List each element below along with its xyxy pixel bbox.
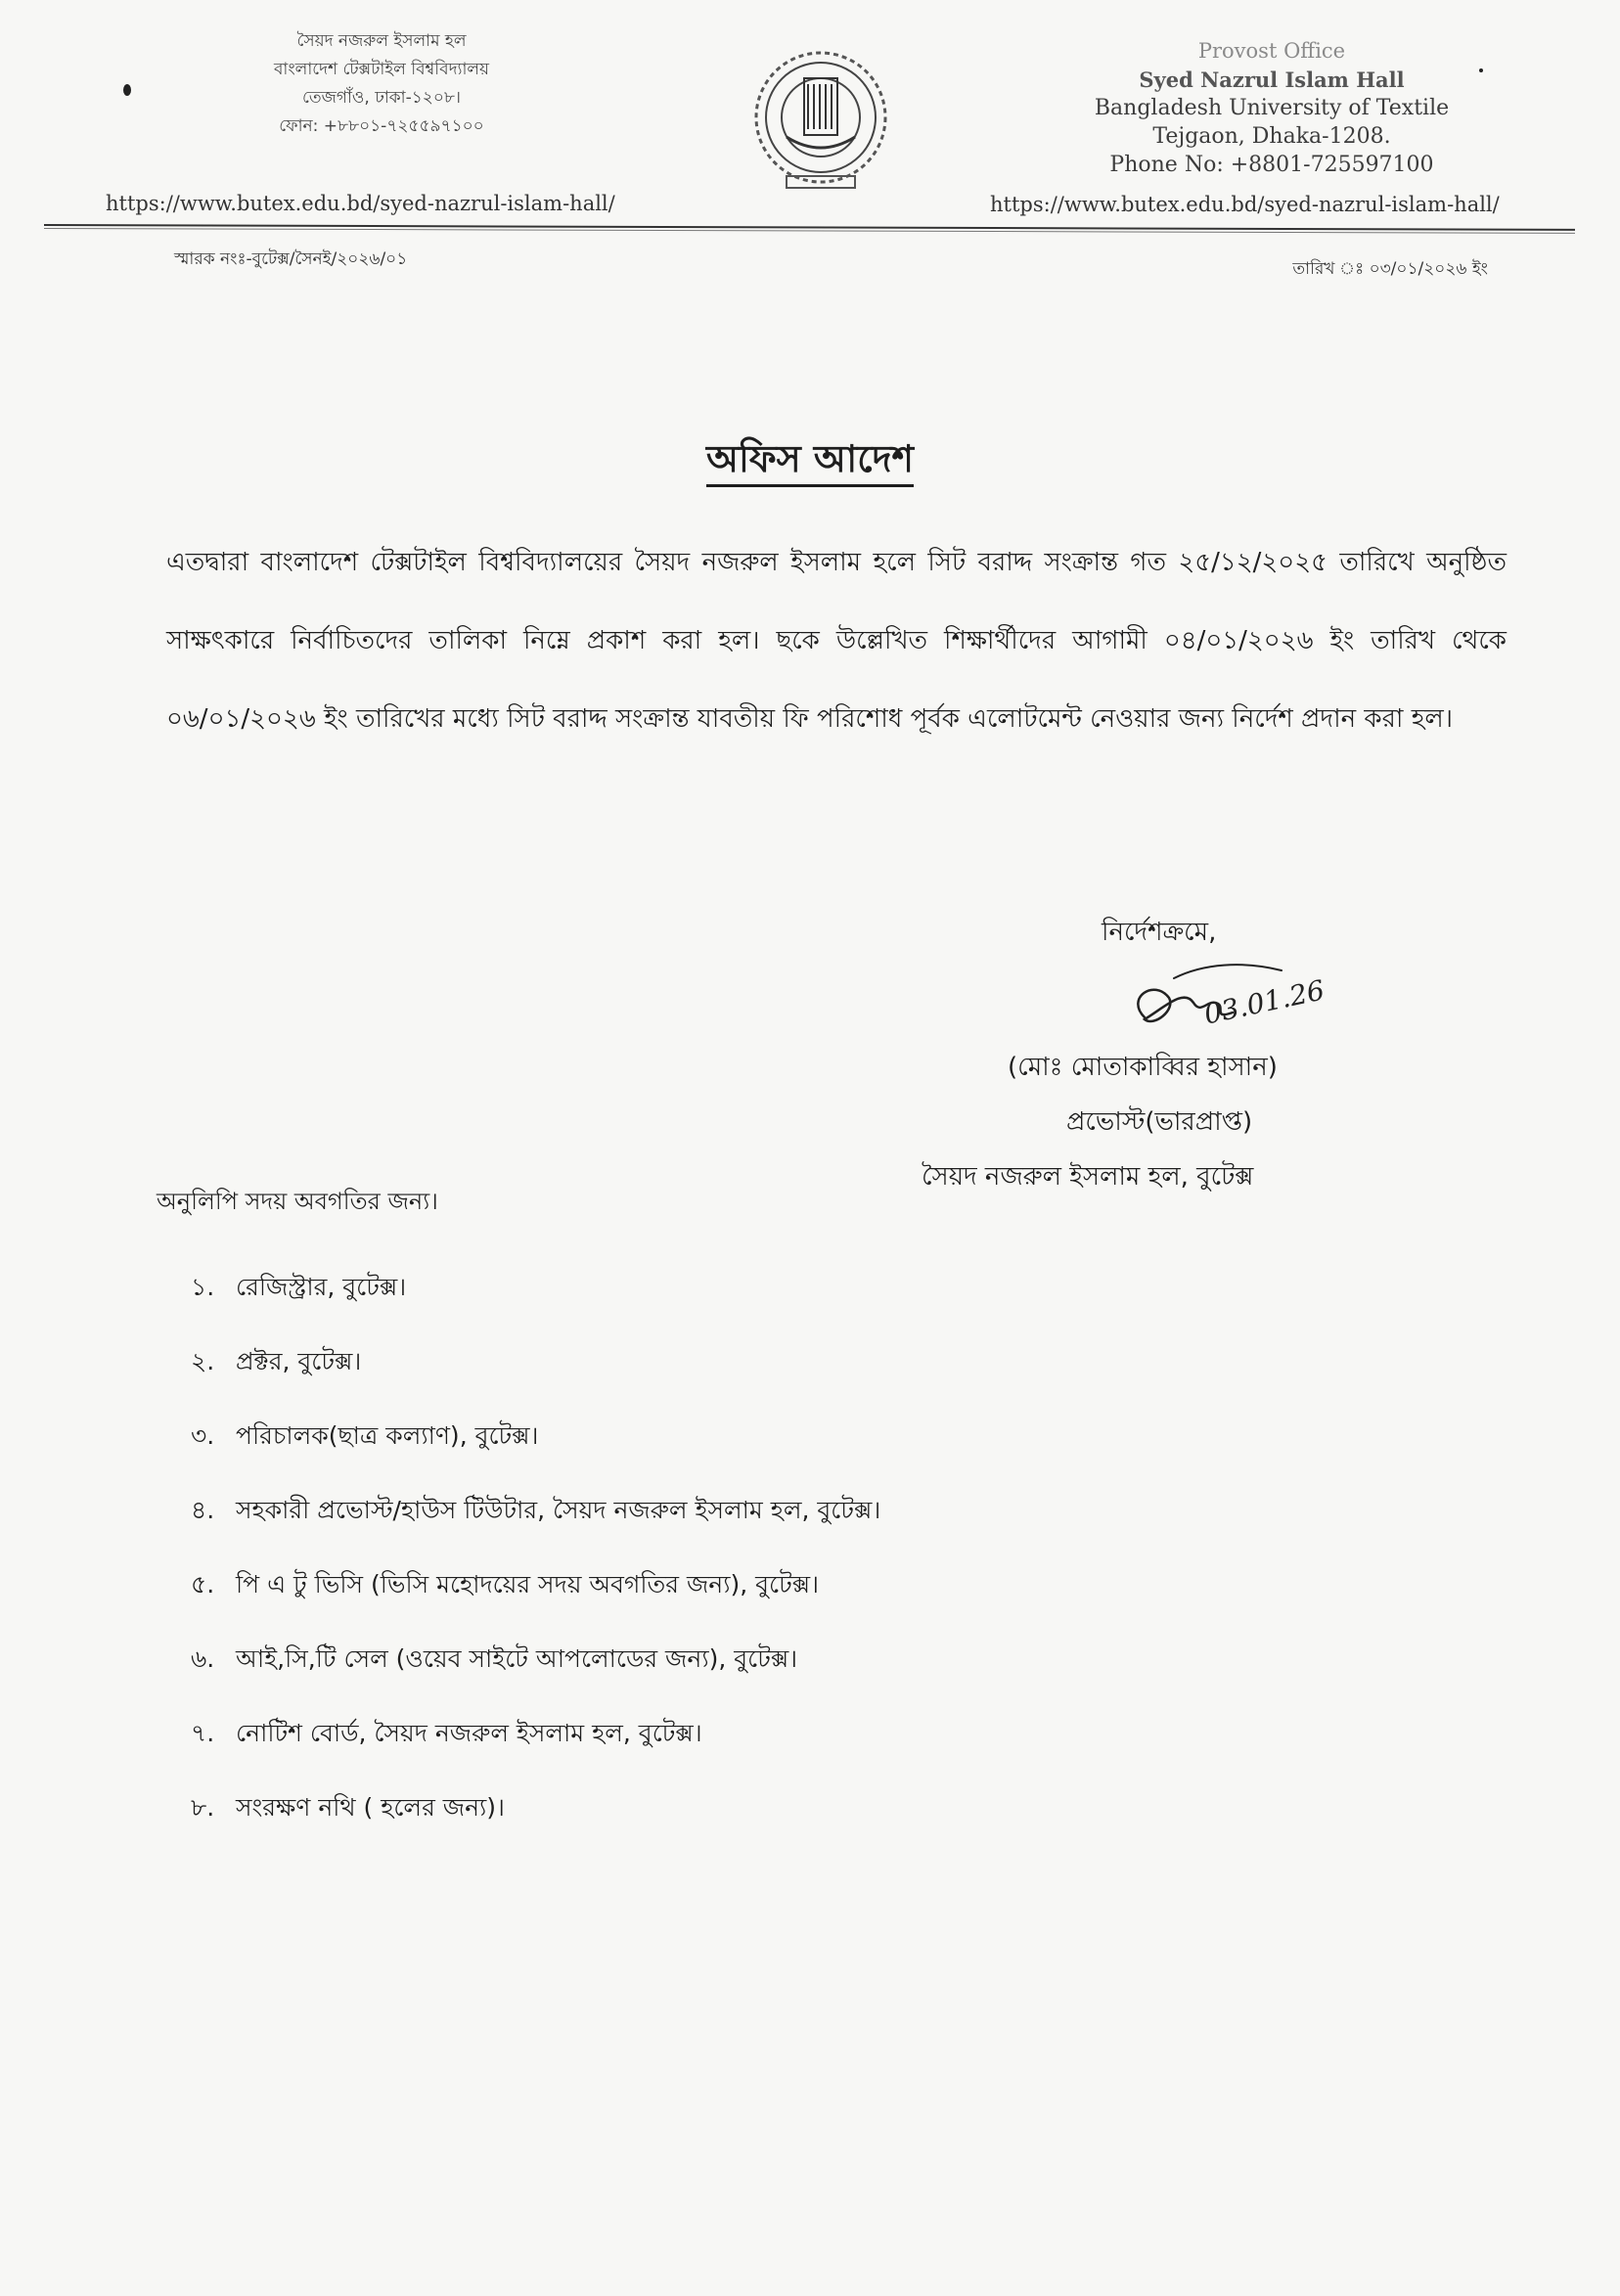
header-left-line: বাংলাদেশ টেক্সটাইল বিশ্ববিদ্যালয় <box>273 60 490 79</box>
list-item <box>191 1567 880 1642</box>
header-left-line: ফোন: +৮৮০১-৭২৫৫৯৭১০০ <box>279 116 484 136</box>
list-item-number: ২. <box>191 1347 215 1375</box>
list-item-text: আই,সি,টি সেল (ওয়েব সাইটে আপলোডের জন্য), বুটেক্স। <box>236 1644 798 1673</box>
list-item-number: ৩. <box>191 1421 215 1450</box>
header-right-url: https://www.butex.edu.bd/syed-nazrul-islam-hall/ <box>990 193 1500 216</box>
list-item-number: ৬. <box>191 1644 215 1673</box>
signature-date: 03.01.26 <box>1200 973 1328 1031</box>
list-item-text: সহকারী প্রভোস্ট/হাউস টিউটার, সৈয়দ নজরুল ইসলাম হল, বুটেক্স। <box>236 1496 881 1524</box>
list-item-number: ৮. <box>191 1793 215 1822</box>
header-left-line: সৈয়দ নজরুল ইসলাম হল <box>296 31 467 51</box>
signatory-name: (মোঃ মোতাকাব্বির হাসান) <box>1008 1053 1278 1082</box>
list-item-text: প্রক্টর, বুটেক্স। <box>236 1347 362 1375</box>
university-logo-icon <box>747 39 894 205</box>
page-title <box>0 430 1620 493</box>
title-text: অফিস আদেশ <box>706 437 914 487</box>
memo-number: স্মারক নংঃ-বুটেক্স/সৈনই/২০২৬/০১ <box>174 249 408 269</box>
list-item <box>191 1716 880 1790</box>
copy-heading: অনুলিপি সদয় অবগতির জন্য। <box>157 1188 438 1215</box>
list-item-text: পি এ টু ভিসি (ভিসি মহোদয়ের সদয় অবগতির জন্য), বুটেক্স। <box>236 1570 820 1598</box>
list-item <box>191 1493 880 1567</box>
signatory-hall: সৈয়দ নজরুল ইসলাম হল, বুটেক্স <box>922 1162 1254 1192</box>
issue-date: তারিখ ঃ ০৩/০১/২০২৬ ইং <box>1292 259 1488 279</box>
scan-speck <box>1479 68 1483 72</box>
copy-list <box>191 1270 880 1865</box>
list-item-number: ১. <box>191 1273 215 1301</box>
list-item <box>191 1270 880 1344</box>
hall-name: Syed Nazrul Islam Hall <box>1139 68 1405 92</box>
list-item-number: ৭. <box>191 1719 215 1747</box>
by-order-text: নির্দেশক্রমে, <box>1102 918 1217 947</box>
body-paragraph: এতদ্বারা বাংলাদেশ টেক্সটাইল বিশ্ববিদ্যালয়ের সৈয়দ নজরুল ইসলাম হলে সিট বরাদ্দ সংক্রান্ত গত ২৫/১২/২০২৫ তারিখে অনুষ্ঠিত সাক্ষৎকারে নির্বাচিতদের তালিকা নিম্নে প্রকাশ করা হল। ছকে উল্লেখিত শিক্ষার্থীদের আগামী ০৪/০১/২০২৬ ইং তারিখ থেকে ০৬/০১/২০২৬ ইং তারিখের মধ্যে সিট বরাদ্দ সংক্রান্ত যাবতীয় ফি পরিশোধ পূর্বক এলোটমেন্ট নেওয়ার জন্য নির্দেশ প্রদান করা হল। <box>166 548 1507 734</box>
list-item-number: ৪. <box>191 1496 215 1524</box>
office-name: Provost Office <box>1197 39 1346 63</box>
phone: Phone No: +8801-725597100 <box>1109 153 1434 177</box>
address: Tejgaon, Dhaka-1208. <box>1152 124 1391 149</box>
header-left-url: https://www.butex.edu.bd/syed-nazrul-islam-hall/ <box>106 192 615 215</box>
header-left <box>106 27 655 215</box>
list-item <box>191 1790 880 1865</box>
list-item <box>191 1642 880 1716</box>
list-item-text: নোটিশ বোর্ড, সৈয়দ নজরুল ইসলাম হল, বুটেক্স। <box>236 1719 702 1747</box>
university-name: Bangladesh University of Textile <box>1094 96 1450 120</box>
header-left-line: তেজগাঁও, ঢাকা-১২০৮। <box>301 88 461 108</box>
header-right <box>990 37 1507 216</box>
list-item-text: সংরক্ষণ নথি ( হলের জন্য)। <box>236 1793 505 1822</box>
list-item <box>191 1344 880 1418</box>
scan-speck <box>123 84 131 96</box>
list-item-text: পরিচালক(ছাত্র কল্যাণ), বুটেক্স। <box>236 1421 539 1450</box>
list-item-text: রেজিস্ট্রার, বুটেক্স। <box>236 1273 407 1301</box>
signatory-designation: প্রভোস্ট(ভারপ্রাপ্ত) <box>1066 1107 1253 1137</box>
list-item <box>191 1418 880 1493</box>
list-item-number: ৫. <box>191 1570 215 1598</box>
